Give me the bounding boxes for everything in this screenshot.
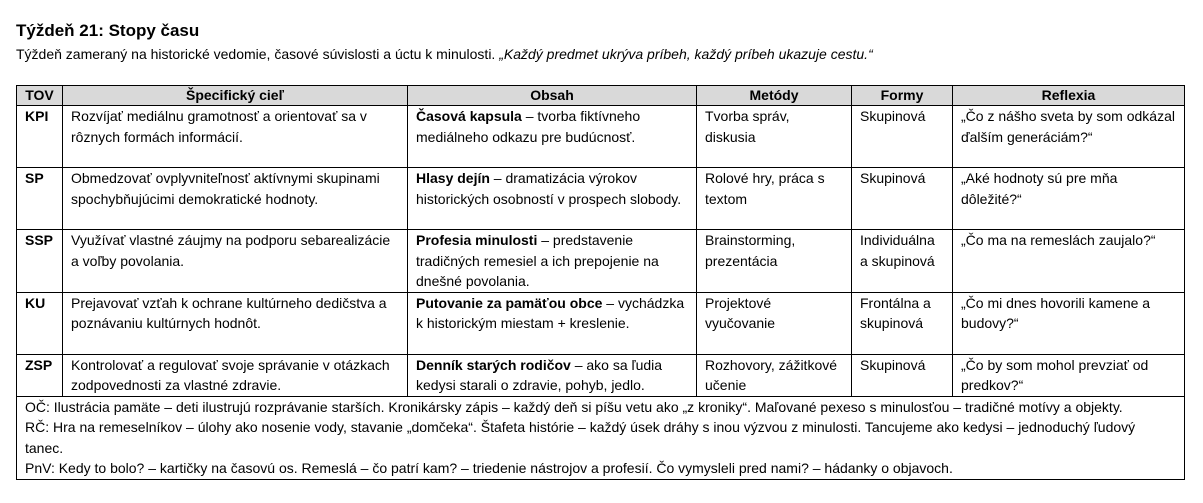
activity-description: – tvorba fiktívneho mediálneho odkazu pre budúcnosť. [416,108,641,145]
activity-name: Denník starých rodičov [416,356,571,373]
cell-formy: Individuálna a skupinová [852,230,953,293]
table-row [17,168,1185,230]
cell-metody: Rozhovory, zážitkové učenie [697,354,852,396]
column-header-obsah: Obsah [408,86,697,106]
table-row [17,230,1185,293]
cell-reflexia: „Aké hodnoty sú pre mňa dôležité?“ [953,168,1185,230]
cell-ciel: Kontrolovať a regulovať svoje správanie v otázkach zodpovednosti za vlastné zdravie. [63,354,408,396]
cell-ciel: Rozvíjať mediálnu gramotnosť a orientovať sa v rôznych formách informácií. [63,106,408,168]
table-header-row [17,86,1185,106]
cell-ciel: Obmedzovať ovplyvniteľnosť aktívnymi skupinami spochybňujúcimi demokratické hodnoty. [63,168,408,230]
activity-name: Profesia minulosti [416,232,538,248]
cell-reflexia: „Čo mi dnes hovorili kamene a budovy?“ [953,292,1185,354]
table-row [17,292,1185,354]
subtitle-quote: „Každý predmet ukrýva príbeh, každý príbeh ukazuje cestu.“ [499,46,873,62]
cell-tov: KU [17,292,63,354]
activity-description: – predstavenie tradičných remesiel a ich prepojenie na dnešné povolania. [416,232,659,289]
cell-metody: Brainstorming, prezentácia [697,230,852,293]
notes-row [17,396,1185,479]
activity-name: Hlasy dejín [416,170,490,186]
cell-formy: Skupinová [852,106,953,168]
cell-tov: SP [17,168,63,230]
column-header-metody: Metódy [697,86,852,106]
page-subtitle [16,45,873,63]
table-row [17,354,1185,396]
cell-metody: Rolové hry, práca s textom [697,168,852,230]
note-pnv: PnV: Kedy to bolo? – kartičky na časovú os. Remeslá – čo patrí kam? – triedenie nástrojov a profesií. Čo vymysleli pred nami? – hádanky o objavoch. [25,460,953,476]
cell-reflexia: „Čo ma na remeslách zaujalo?“ [953,230,1185,293]
cell-formy: Skupinová [852,168,953,230]
cell-ciel: Prejavovať vzťah k ochrane kultúrneho dedičstva a poznávaniu kultúrnych hodnôt. [63,292,408,354]
cell-tov: SSP [17,230,63,293]
cell-formy: Skupinová [852,354,953,396]
cell-metody: Projektové vyučovanie [697,292,852,354]
column-header-tov: TOV [17,86,63,106]
column-header-reflexia: Reflexia [953,86,1185,106]
column-header-ciel: Špecifický cieľ [63,86,408,106]
cell-tov: ZSP [17,354,63,396]
cell-obsah [408,168,697,230]
column-header-formy: Formy [852,86,953,106]
cell-obsah [408,106,697,168]
notes-cell [17,396,1185,479]
cell-obsah [408,230,697,293]
note-rc: RČ: Hra na remeselníkov – úlohy ako nosenie vody, stavanie „domčeka“. Štafeta histórie – každý úsek dráhy s inou výzvou z minulosti. Tancujeme ako kedysi – jednoduchý ľudový tanec. [25,419,1136,456]
activity-name: Časová kapsula [416,108,522,124]
cell-ciel: Využívať vlastné záujmy na podporu sebarealizácie a voľby povolania. [63,230,408,293]
page-title: Týždeň 21: Stopy času [16,21,200,40]
cell-metody: Tvorba správ, diskusia [697,106,852,168]
activity-name: Putovanie za pamäťou obce [416,294,603,311]
note-oc: OČ: Ilustrácia pamäte – deti ilustrujú rozprávanie starších. Kronikársky zápis – každý deň si píšu vetu ako „z kroniky“. Maľované pexeso s minulosťou – tradičné motívy a objekty. [25,398,1123,415]
cell-formy: Frontálna a skupinová [852,292,953,354]
activity-description: – dramatizácia výrokov historických osobností v prospech slobody. [416,170,682,207]
cell-reflexia: „Čo by som mohol prevziať od predkov?“ [953,354,1185,396]
weekly-plan-table [16,85,1185,480]
activity-description: – ako sa ľudia kedysi starali o zdravie, pohyb, jedlo. [416,356,663,393]
cell-obsah [408,354,697,396]
activity-description: – vychádzka k historickým miestam + kreslenie. [416,294,685,331]
subtitle-text: Týždeň zameraný na historické vedomie, časové súvislosti a úctu k minulosti. [16,46,500,62]
cell-obsah [408,292,697,354]
table-row [17,106,1185,168]
cell-reflexia: „Čo z nášho sveta by som odkázal ďalším generáciám?“ [953,106,1185,168]
cell-tov: KPI [17,106,63,168]
